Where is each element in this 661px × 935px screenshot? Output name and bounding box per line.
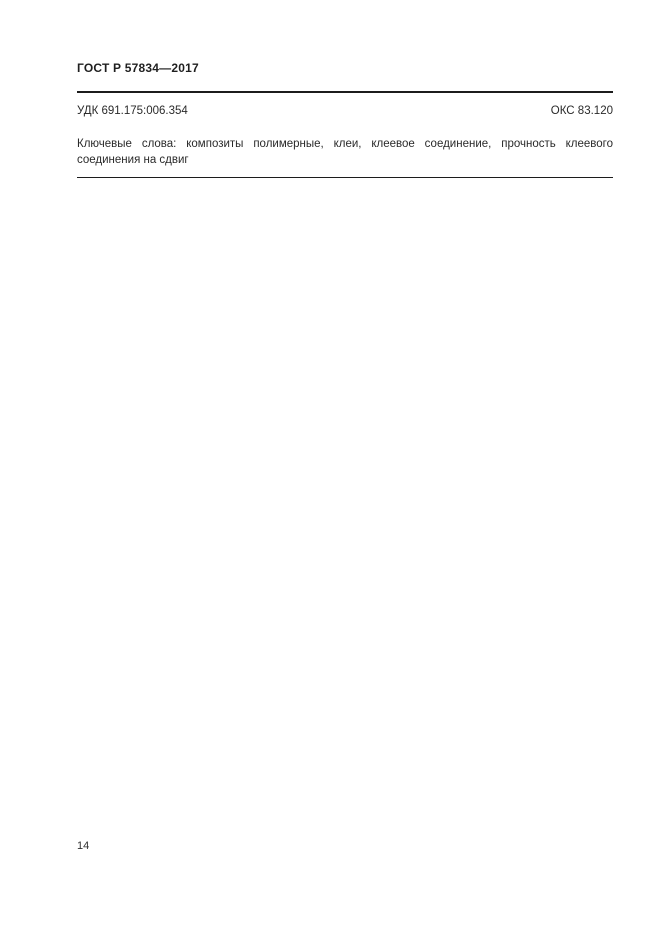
oks-code: ОКС 83.120: [550, 105, 613, 117]
udk-code: УДК 691.175:006.354: [77, 105, 188, 117]
classification-codes-row: [77, 105, 613, 117]
page-number: 14: [77, 840, 90, 852]
footer-divider-rule: [77, 177, 613, 178]
keywords-paragraph: Ключевые слова: композиты полимерные, клеи, клеевое соединение, прочность клеевого соединения на сдвиг: [77, 138, 613, 166]
header-divider-rule: [77, 91, 613, 93]
standard-designation-header: ГОСТ Р 57834—2017: [77, 61, 199, 75]
